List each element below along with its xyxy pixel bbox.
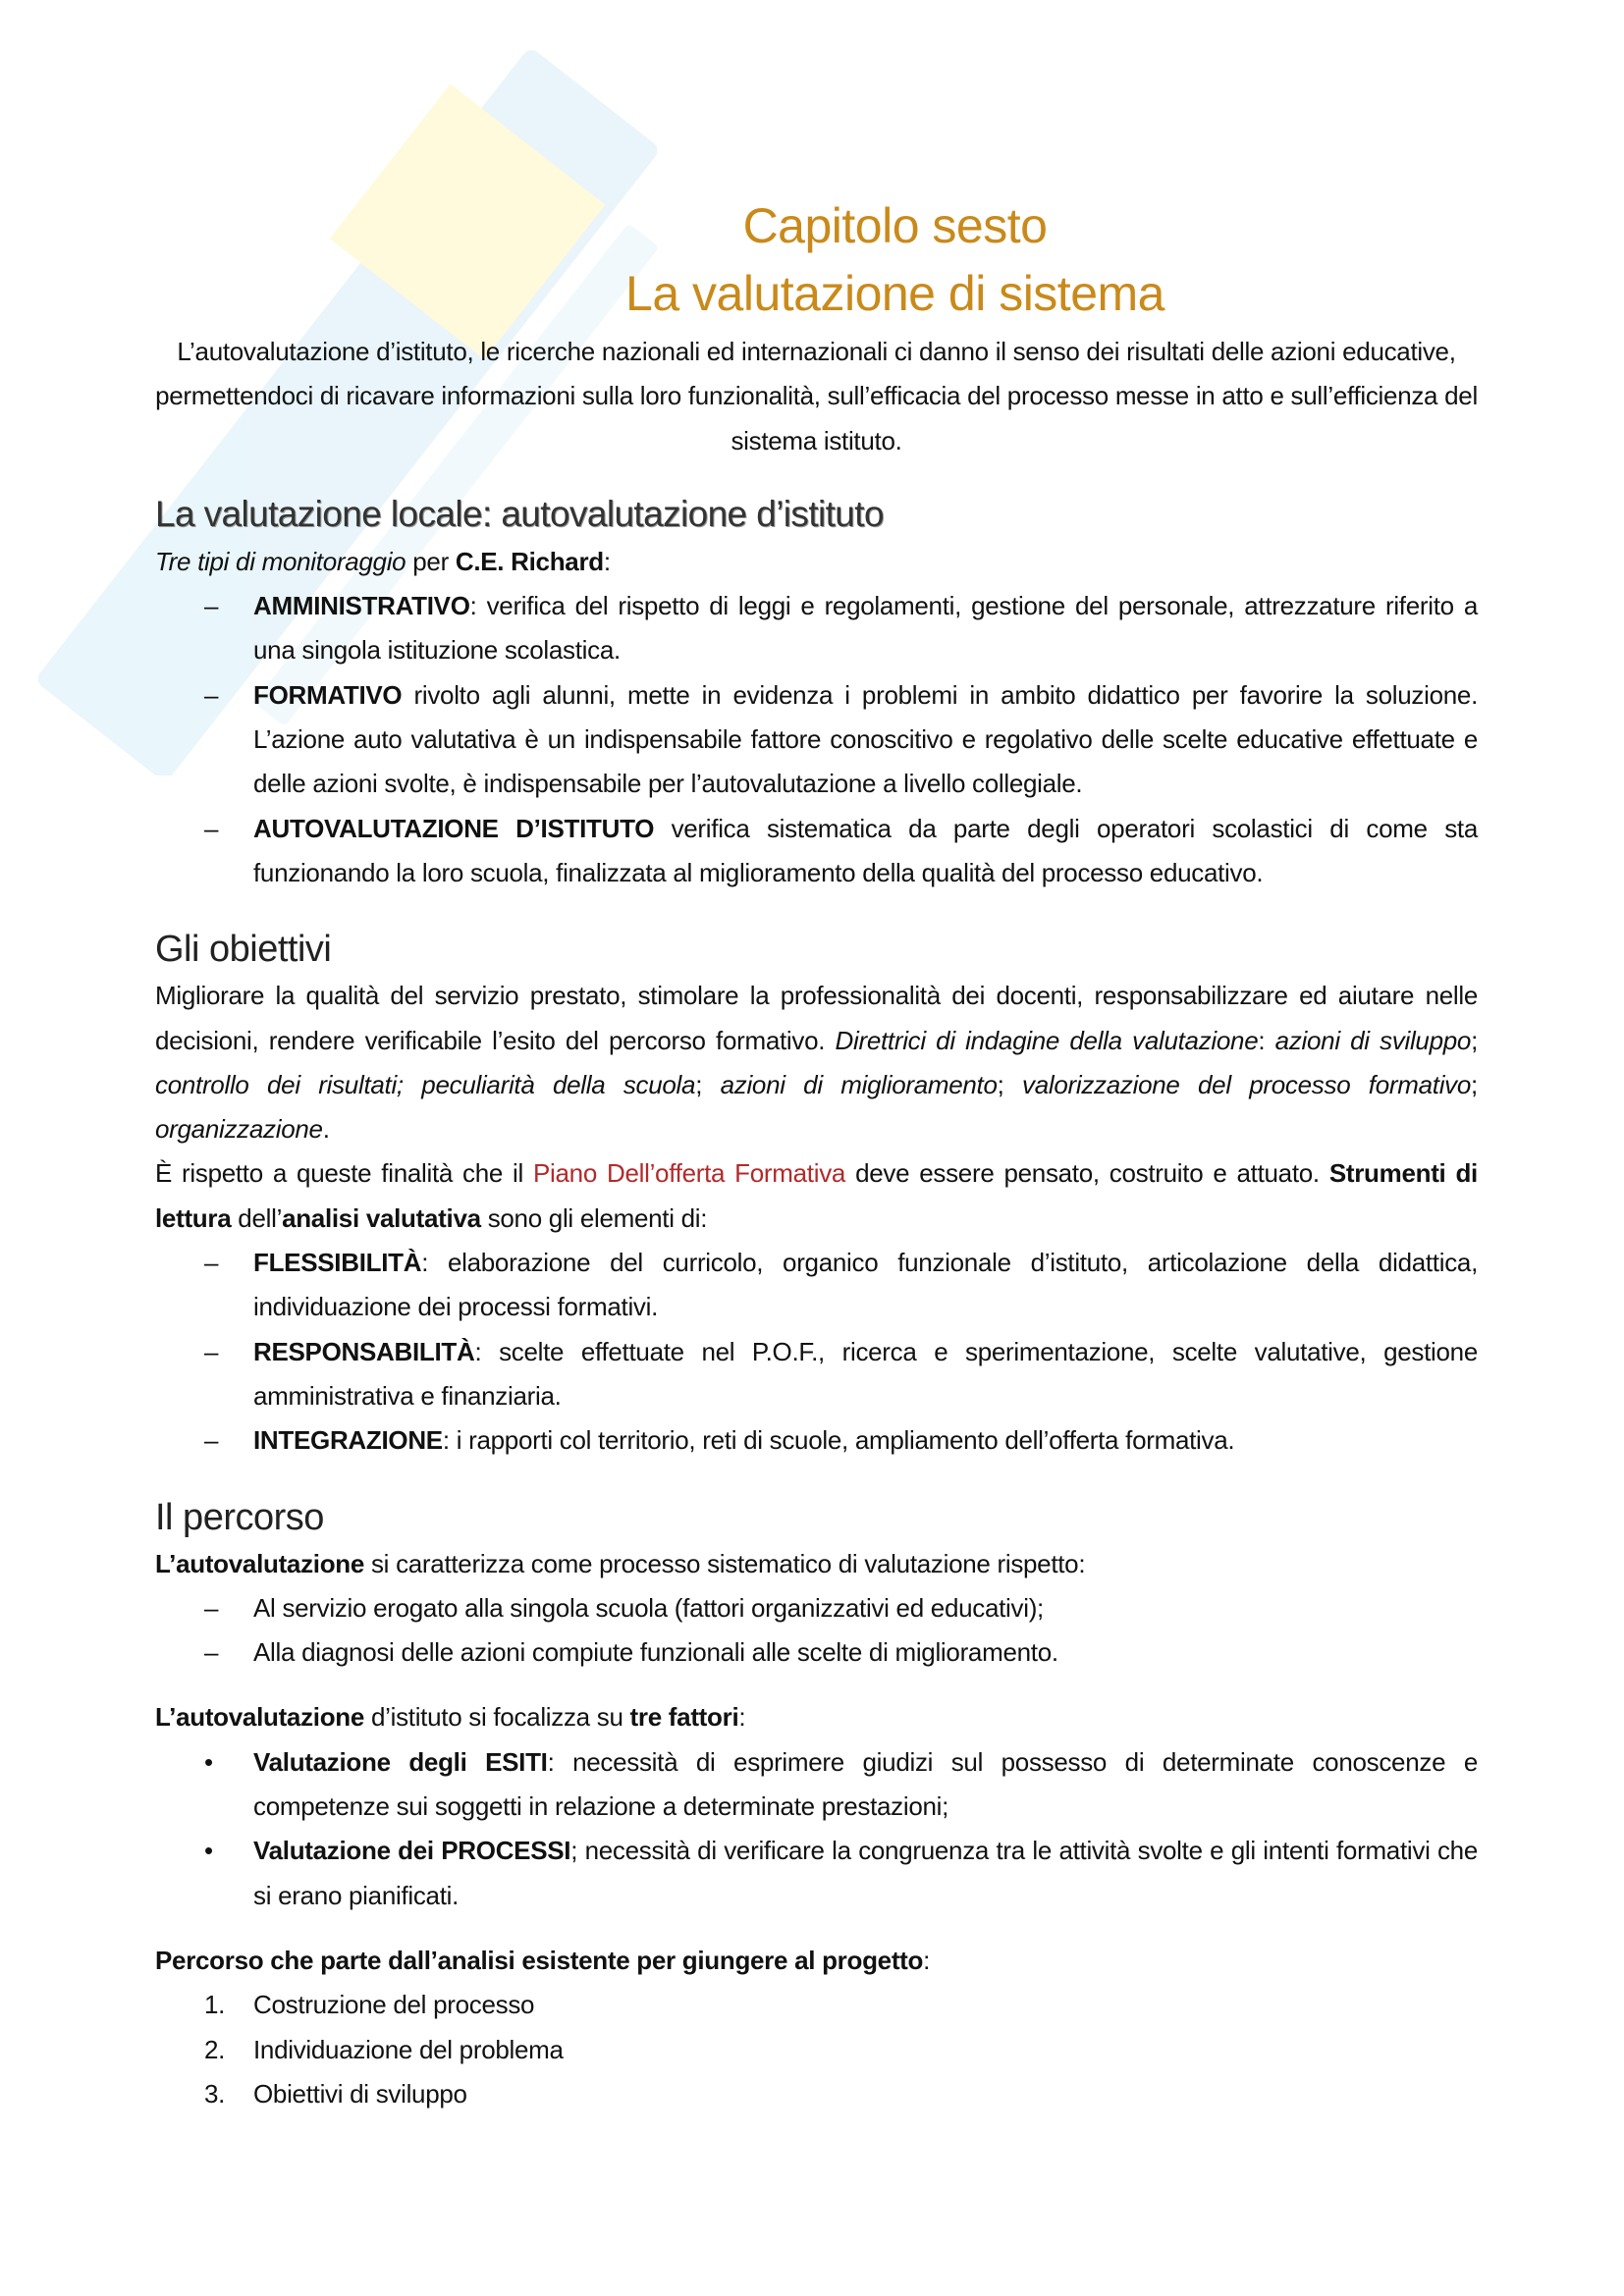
text-run: : scelte effettuate nel P.O.F., ricerca e sperimentazione, scelte valutative, gestione amministrativa e finanziaria. [253,1336,1478,1411]
dash-marker: – [204,1425,219,1456]
paragraph [155,974,1478,1151]
italic-text: controllo dei risultati; peculiarità della scuola [155,1069,696,1099]
numbered-list-item [155,1983,1478,2027]
text-run: Gli obiettivi [155,929,332,971]
list-number: 1. [204,1990,226,2020]
section-heading [155,489,1478,540]
text-run: Il percorso [155,1496,324,1538]
italic-text: azioni di sviluppo [1274,1025,1472,1055]
numbered-list-item [155,2072,1478,2116]
bold-text: tre fattori [629,1702,739,1733]
italic-text: Direttrici di indagine della valutazione [835,1025,1259,1055]
paragraph [155,1939,1478,1983]
italic-text: organizzazione [155,1114,323,1145]
list-number: 3. [204,2078,226,2109]
italic-text: valorizzazione del processo formativo [1022,1069,1472,1099]
text-run: : [738,1702,746,1733]
bold-text: AMMINISTRATIVO [253,591,470,621]
dash-marker: – [204,1336,219,1366]
text-run: : verifica del rispetto di leggi e regolamenti, gestione del personale, attrezzature riferito a una singola istituzione scolastica. [253,591,1478,666]
dash-list-item [155,1586,1478,1630]
text-run: si caratterizza come processo sistematico di valutazione rispetto: [364,1548,1086,1578]
text-run: ; necessità di verificare la congruenza tra le attività svolte e gli intenti formativi che si erano pianificati. [253,1836,1478,1910]
chapter-title [155,260,1478,328]
dash-marker: – [204,1592,219,1623]
bold-text: FORMATIVO [253,679,403,710]
text-run: dell’ [231,1202,283,1233]
text-run: La valutazione di sistema [625,266,1164,321]
bold-text: L’autovalutazione [155,1548,365,1578]
italic-text: Tre tipi di monitoraggio [155,546,406,576]
text-run: ; [997,1069,1023,1099]
bold-text: FLESSIBILITÀ [253,1248,422,1278]
text-run: d’istituto si focalizza su [364,1702,630,1733]
text-run: . [322,1114,330,1145]
text-run: Capitolo sesto [742,198,1048,253]
document-body [155,192,1478,2116]
list-number: 2. [204,2034,226,2064]
text-run: L’autovalutazione d’istituto, le ricerche nazionali ed internazionali ci danno il senso dei risultati delle azioni educative, permettendoci di ricavare informazioni sulla loro funzionalità, sull’efficacia del processo messe in atto e sull’efficienza del sistema istituto. [155,337,1478,455]
bold-text: analisi valutativa [282,1202,481,1233]
text-run: : i rapporti col territorio, reti di scuole, ampliamento dell’offerta formativa. [442,1425,1235,1456]
text-run: deve essere pensato, costruito e attuato. [845,1158,1329,1189]
dash-list-item [155,1630,1478,1675]
highlighted-term: Piano Dell’offerta Formativa [533,1158,846,1189]
bold-text: L’autovalutazione [155,1702,365,1733]
text-run: Individuazione del problema [253,2034,564,2064]
text-run: : necessità di esprimere giudizi sul possesso di determinate conoscenze e competenze sui soggetti in relazione a determinate prestazioni; [253,1746,1478,1822]
text-run: Migliorare la qualità del servizio prestato, stimolare la professionalità dei docenti, responsabilizzare ed aiutare nelle decisioni, rendere verificabile l’esito del percorso formativo. [155,981,1478,1055]
bullet-icon: • [204,1746,213,1777]
dash-marker: – [204,679,219,710]
chapter-title [155,192,1478,260]
bold-text: INTEGRAZIONE [253,1425,443,1456]
dash-marker: – [204,591,219,621]
text-run: Al servizio erogato alla singola scuola (fattori organizzativi ed educativi); [253,1592,1044,1623]
numbered-list-item [155,2028,1478,2072]
dash-list-item [155,807,1478,896]
paragraph [155,1542,1478,1586]
text-run: Costruzione del processo [253,1990,535,2020]
bold-text: Valutazione dei PROCESSI [253,1836,571,1866]
text-run: per [406,546,456,576]
dash-list-item [155,1418,1478,1463]
dash-list-item [155,673,1478,807]
text-run: : [603,546,611,576]
subsection-heading [155,1493,1478,1542]
text-run: È rispetto a queste finalità che il [155,1158,533,1189]
text-run: : [923,1945,931,1975]
bullet-list-item [155,1740,1478,1830]
text-run: rivolto agli alunni, mette in evidenza i problemi in ambito didattico per favorire la soluzione. L’azione auto valutativa è un indispensabile fattore conoscitivo e regolativo delle scelte educative effettuate e delle azioni svolte, è indispensabile per l’autovalutazione a livello collegiale. [253,679,1478,799]
bold-text: Strumenti di lettura [155,1158,1478,1233]
dash-list-item [155,1330,1478,1419]
text-run: sono gli elementi di: [480,1202,708,1233]
bold-text: C.E. Richard [455,546,604,576]
bullet-icon: • [204,1836,213,1866]
italic-text: azioni di miglioramento [720,1069,998,1099]
text-run: : elaborazione del curricolo, organico funzionale d’istituto, articolazione della didattica, individuazione dei processi formativi. [253,1248,1478,1322]
dash-marker: – [204,1637,219,1668]
text-run: : [1258,1025,1275,1055]
text-run: Alla diagnosi delle azioni compiute funzionali alle scelte di miglioramento. [253,1637,1058,1668]
dash-list-item [155,1241,1478,1330]
paragraph [155,540,1478,584]
dash-marker: – [204,1248,219,1278]
paragraph [155,1151,1478,1241]
bullet-list-item [155,1829,1478,1918]
text-run: ; [1471,1069,1478,1099]
text-run: ; [695,1069,721,1099]
text-run: Obiettivi di sviluppo [253,2078,467,2109]
bold-text: AUTOVALUTAZIONE D’ISTITUTO [253,813,655,843]
text-run: verifica sistematica da parte degli operatori scolastici di come sta funzionando la loro scuola, finalizzata al miglioramento della qualità del processo educativo. [253,813,1478,887]
text-run: ; [1471,1025,1479,1055]
intro-paragraph [155,330,1478,463]
dash-list-item [155,584,1478,673]
text-run: La valutazione locale: autovalutazione d’istituto [155,493,884,534]
bold-text: RESPONSABILITÀ [253,1336,475,1366]
dash-marker: – [204,813,219,843]
paragraph [155,1695,1478,1739]
bold-text: Percorso che parte dall’analisi esistente per giungere al progetto [155,1945,924,1975]
bold-text: Valutazione degli ESITI [253,1746,548,1777]
subsection-heading [155,925,1478,974]
